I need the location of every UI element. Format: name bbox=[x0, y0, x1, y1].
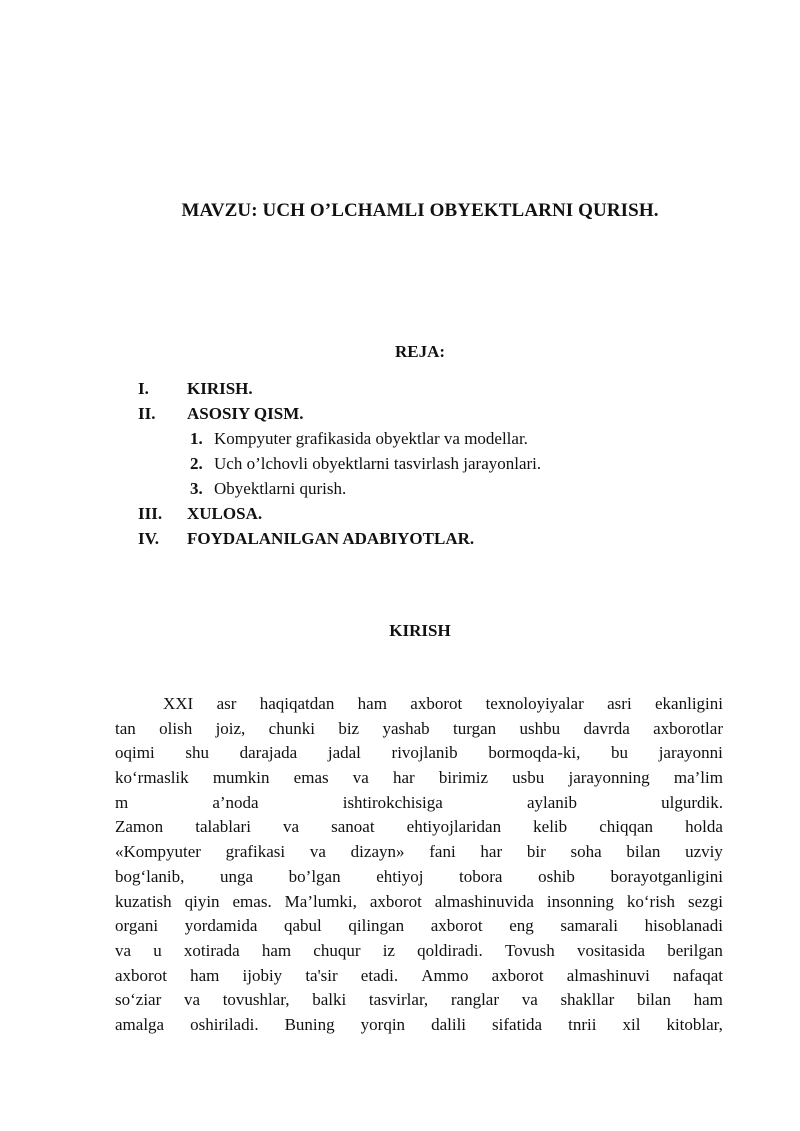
word: ko‘rish bbox=[626, 891, 676, 911]
word: ham bbox=[190, 965, 220, 985]
word: axborot bbox=[115, 965, 167, 985]
paragraph-line bbox=[115, 741, 723, 766]
word: qoldiradi. bbox=[417, 940, 483, 960]
word: ranglar bbox=[450, 990, 500, 1010]
word: iz bbox=[382, 940, 395, 960]
word: m bbox=[115, 792, 129, 812]
outline-item bbox=[138, 526, 738, 551]
paragraph-line bbox=[115, 766, 723, 791]
paragraph-line bbox=[115, 717, 723, 742]
word: birimiz bbox=[438, 768, 488, 788]
word: dizayn» bbox=[350, 842, 405, 862]
word: tan bbox=[115, 718, 136, 738]
outline-number: IV. bbox=[138, 529, 159, 548]
word: ehtiyoj bbox=[376, 866, 424, 886]
outline-sublabel: Uch o’lchovli obyektlarni tasvirlash jarayonlari. bbox=[214, 454, 542, 473]
word: hisoblanadi bbox=[644, 916, 723, 936]
word: ehtiyojlaridan bbox=[406, 817, 502, 837]
word: turgan bbox=[453, 718, 497, 738]
outline-label: KIRISH. bbox=[187, 379, 253, 398]
plan-title: REJA: bbox=[394, 342, 446, 361]
word: dalili bbox=[431, 1014, 467, 1034]
word: sanoat bbox=[331, 817, 375, 837]
paragraph-line bbox=[115, 815, 723, 840]
word: olish bbox=[159, 718, 193, 738]
word: ulgurdik. bbox=[661, 792, 723, 812]
word: qilingan bbox=[348, 916, 405, 936]
word: bilan bbox=[636, 990, 671, 1010]
word: Ammo bbox=[421, 965, 469, 985]
outline-sublabel: Kompyuter grafikasida obyektlar va modellar. bbox=[214, 429, 528, 448]
word: grafikasi bbox=[225, 842, 286, 862]
word: insonning bbox=[546, 891, 614, 911]
word: eng bbox=[509, 916, 534, 936]
word: xotirada bbox=[183, 940, 240, 960]
outline-list bbox=[138, 376, 738, 551]
word: chunki bbox=[268, 718, 315, 738]
body-paragraph bbox=[115, 692, 723, 1038]
word: bog‘lanib, bbox=[115, 866, 185, 886]
word: soha bbox=[570, 842, 602, 862]
word: chuqur bbox=[313, 940, 361, 960]
word: ma’lim bbox=[673, 768, 723, 788]
word: yorqin bbox=[360, 1014, 406, 1034]
word: ta'sir bbox=[305, 965, 338, 985]
word: berilgan bbox=[667, 940, 723, 960]
word: ko‘rmaslik bbox=[115, 768, 189, 788]
outline-label: FOYDALANILGAN ADABIYOTLAR. bbox=[187, 529, 475, 548]
word: XXI bbox=[163, 694, 194, 713]
word: Ma’lumki, bbox=[284, 891, 357, 911]
word: emas. bbox=[232, 891, 272, 911]
word: mumkin bbox=[212, 768, 270, 788]
section-title: KIRISH bbox=[389, 621, 451, 640]
word: jarayonni bbox=[658, 743, 723, 763]
word: yordamida bbox=[184, 916, 258, 936]
paragraph-line bbox=[115, 865, 723, 890]
word: tobora bbox=[459, 866, 503, 886]
word: organi bbox=[115, 916, 159, 936]
word: har bbox=[480, 842, 503, 862]
word: davrda bbox=[583, 718, 630, 738]
word: almashinuvi bbox=[566, 965, 650, 985]
word: kuzatish bbox=[115, 891, 172, 911]
word: qiyin bbox=[184, 891, 220, 911]
word: va bbox=[521, 990, 538, 1010]
word: qabul bbox=[284, 916, 322, 936]
word: u bbox=[153, 940, 162, 960]
word: axborot bbox=[369, 891, 422, 911]
word: darajada bbox=[239, 743, 298, 763]
word: kitoblar, bbox=[666, 1014, 723, 1034]
word: unga bbox=[220, 866, 254, 886]
word: tnrii bbox=[568, 1014, 597, 1034]
word: holda bbox=[685, 817, 723, 837]
word: texnoloyiyalar bbox=[485, 694, 584, 713]
word: ham bbox=[261, 940, 292, 960]
word: shakllar bbox=[560, 990, 615, 1010]
word: oshiriladi. bbox=[190, 1014, 259, 1034]
word: va bbox=[183, 990, 200, 1010]
word: sifatida bbox=[492, 1014, 543, 1034]
outline-item bbox=[138, 501, 738, 526]
word: shu bbox=[185, 743, 209, 763]
word: va bbox=[352, 768, 369, 788]
word: axborotlar bbox=[653, 718, 723, 738]
word: a’noda bbox=[212, 792, 259, 812]
outline-subitem bbox=[138, 451, 738, 476]
outline-number: I. bbox=[138, 379, 149, 398]
word: va bbox=[115, 940, 132, 960]
word: ijobiy bbox=[242, 965, 283, 985]
outline-number: III. bbox=[138, 504, 163, 523]
paragraph-line bbox=[115, 1013, 723, 1038]
word: biz bbox=[338, 718, 360, 738]
outline-subnumber: 2. bbox=[190, 454, 203, 473]
word: ham bbox=[357, 694, 387, 713]
word: Tovush bbox=[504, 940, 555, 960]
word: balki bbox=[312, 990, 347, 1010]
word: axborot bbox=[430, 916, 483, 936]
word: joiz, bbox=[215, 718, 246, 738]
paragraph-line bbox=[115, 988, 723, 1013]
word: fani bbox=[429, 842, 456, 862]
word: Zamon bbox=[115, 817, 164, 837]
word: bilan bbox=[626, 842, 661, 862]
outline-label: XULOSA. bbox=[187, 504, 263, 523]
word: nafaqat bbox=[672, 965, 723, 985]
word: ekanligini bbox=[655, 694, 723, 713]
word: tasvirlar, bbox=[368, 990, 429, 1010]
word: kelib bbox=[533, 817, 568, 837]
word: sezgi bbox=[688, 891, 723, 911]
word: vositasida bbox=[577, 940, 645, 960]
word: haqiqatdan bbox=[259, 694, 335, 713]
word: asri bbox=[607, 694, 632, 713]
word: axborot bbox=[491, 965, 544, 985]
document-title: MAVZU: UCH O’LCHAMLI OBYEKTLARNI QURISH. bbox=[181, 200, 659, 221]
paragraph-line bbox=[115, 791, 723, 816]
word: so‘ziar bbox=[115, 990, 162, 1010]
word: bu bbox=[611, 743, 629, 763]
word: etadi. bbox=[360, 965, 399, 985]
word: jadal bbox=[327, 743, 361, 763]
word: tovushlar, bbox=[222, 990, 290, 1010]
word: yashab bbox=[382, 718, 430, 738]
word: xil bbox=[622, 1014, 641, 1034]
paragraph-line bbox=[115, 890, 723, 915]
outline-item bbox=[138, 376, 738, 401]
paragraph-line bbox=[115, 914, 723, 939]
word: samarali bbox=[560, 916, 618, 936]
word: emas bbox=[293, 768, 329, 788]
outline-subitem bbox=[138, 476, 738, 501]
word: usbu bbox=[512, 768, 545, 788]
word: Buning bbox=[284, 1014, 335, 1034]
paragraph-line bbox=[115, 964, 723, 989]
word: amalga bbox=[115, 1014, 165, 1034]
word: aylanib bbox=[526, 792, 577, 812]
word: «Kompyuter bbox=[115, 842, 201, 862]
outline-sublabel: Obyektlarni qurish. bbox=[214, 479, 347, 498]
word: ishtirokchisiga bbox=[342, 792, 443, 812]
word: jarayonning bbox=[568, 768, 650, 788]
paragraph-line bbox=[115, 840, 723, 865]
word: asr bbox=[216, 694, 237, 713]
word: va bbox=[309, 842, 326, 862]
word: va bbox=[283, 817, 300, 837]
outline-label: ASOSIY QISM. bbox=[187, 404, 304, 423]
outline-subnumber: 3. bbox=[190, 479, 203, 498]
word: bormoqda-ki, bbox=[488, 743, 581, 763]
word: chiqqan bbox=[599, 817, 654, 837]
word: bir bbox=[526, 842, 546, 862]
word: almashinuvida bbox=[434, 891, 534, 911]
word: ham bbox=[693, 990, 723, 1010]
outline-item bbox=[138, 401, 738, 426]
word: axborot bbox=[410, 694, 463, 713]
word: rivojlanib bbox=[391, 743, 458, 763]
word: borayotganligini bbox=[610, 866, 723, 886]
word: uzviy bbox=[685, 842, 723, 862]
word: oshib bbox=[538, 866, 575, 886]
word: bo’lgan bbox=[288, 866, 341, 886]
outline-subnumber: 1. bbox=[190, 429, 203, 448]
word: ushbu bbox=[519, 718, 561, 738]
word: oqimi bbox=[115, 743, 155, 763]
outline-subitem bbox=[138, 426, 738, 451]
paragraph-line bbox=[115, 692, 723, 717]
outline-number: II. bbox=[138, 404, 156, 423]
paragraph-line bbox=[115, 939, 723, 964]
word: talablari bbox=[195, 817, 251, 837]
word: har bbox=[393, 768, 415, 788]
